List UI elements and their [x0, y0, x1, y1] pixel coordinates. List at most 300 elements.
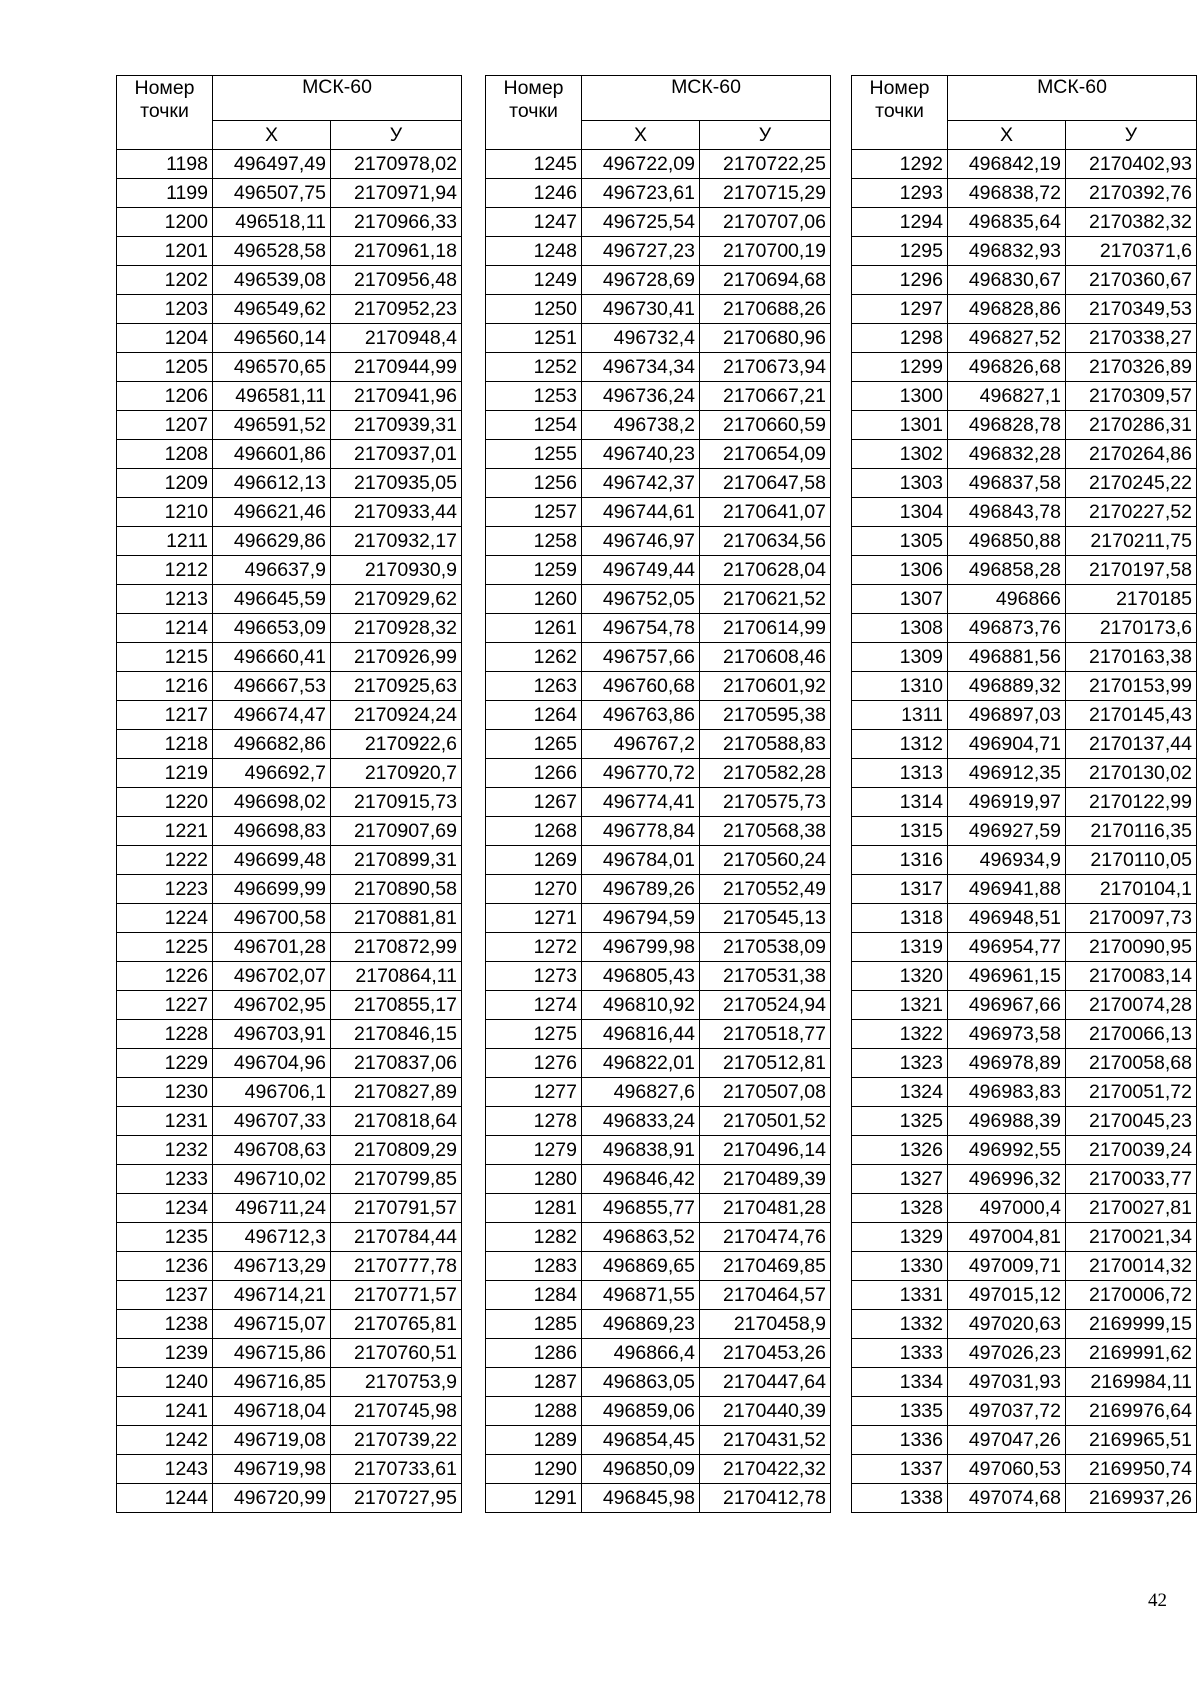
y-coordinate-cell: 2170349,53 [1066, 295, 1197, 324]
y-coordinate-cell: 2170006,72 [1066, 1281, 1197, 1310]
table-row [486, 237, 831, 266]
table-row [852, 1136, 1197, 1165]
y-coordinate-cell: 2169999,15 [1066, 1310, 1197, 1339]
page-number: 42 [1148, 1590, 1167, 1611]
y-coordinate-cell: 2170930,9 [331, 556, 462, 585]
point-number-cell: 1282 [486, 1223, 582, 1252]
x-coordinate-cell: 496855,77 [582, 1194, 700, 1223]
x-coordinate-cell: 496507,75 [213, 179, 331, 208]
x-coordinate-cell: 496682,86 [213, 730, 331, 759]
table-row [486, 1049, 831, 1078]
x-coordinate-cell: 496591,52 [213, 411, 331, 440]
point-number-cell: 1300 [852, 382, 948, 411]
point-number-cell: 1224 [117, 904, 213, 933]
table-row [852, 295, 1197, 324]
y-coordinate-cell: 2170952,23 [331, 295, 462, 324]
table-row [852, 614, 1197, 643]
point-number-cell: 1247 [486, 208, 582, 237]
y-coordinate-cell: 2170939,31 [331, 411, 462, 440]
y-coordinate-cell: 2170090,95 [1066, 933, 1197, 962]
x-coordinate-cell: 496715,07 [213, 1310, 331, 1339]
y-coordinate-cell: 2170971,94 [331, 179, 462, 208]
coordinate-system-header: МСК-60 [948, 76, 1197, 121]
x-coordinate-cell: 496832,28 [948, 440, 1066, 469]
y-coordinate-cell: 2170560,24 [700, 846, 831, 875]
x-coordinate-cell: 496570,65 [213, 353, 331, 382]
table-row [486, 1310, 831, 1339]
point-number-cell: 1270 [486, 875, 582, 904]
table-row [486, 817, 831, 846]
point-number-cell: 1237 [117, 1281, 213, 1310]
point-number-cell: 1297 [852, 295, 948, 324]
table-row [852, 1368, 1197, 1397]
table-row [486, 1455, 831, 1484]
table-row [486, 208, 831, 237]
point-number-cell: 1219 [117, 759, 213, 788]
point-number-cell: 1315 [852, 817, 948, 846]
table-row [117, 1252, 462, 1281]
table-row [852, 585, 1197, 614]
table-row [117, 1397, 462, 1426]
table-row [117, 179, 462, 208]
point-number-cell: 1299 [852, 353, 948, 382]
y-coordinate-cell: 2170211,75 [1066, 527, 1197, 556]
point-number-cell: 1235 [117, 1223, 213, 1252]
y-coordinate-cell: 2170173,6 [1066, 614, 1197, 643]
table-row [486, 1397, 831, 1426]
x-column-header: Х [213, 121, 331, 150]
table-row [117, 382, 462, 411]
table-row [486, 585, 831, 614]
y-coordinate-cell: 2170447,64 [700, 1368, 831, 1397]
point-number-cell: 1333 [852, 1339, 948, 1368]
point-number-cell: 1241 [117, 1397, 213, 1426]
x-coordinate-cell: 496712,3 [213, 1223, 331, 1252]
y-column-header: У [331, 121, 462, 150]
x-coordinate-cell: 496897,03 [948, 701, 1066, 730]
table-row [486, 1223, 831, 1252]
y-coordinate-cell: 2170601,92 [700, 672, 831, 701]
point-number-cell: 1243 [117, 1455, 213, 1484]
point-number-header: Номер точки [852, 76, 948, 150]
table-row [852, 701, 1197, 730]
table-row [117, 266, 462, 295]
x-coordinate-cell: 496866,4 [582, 1339, 700, 1368]
point-number-cell: 1275 [486, 1020, 582, 1049]
x-coordinate-cell: 497047,26 [948, 1426, 1066, 1455]
point-number-cell: 1257 [486, 498, 582, 527]
y-coordinate-cell: 2170846,15 [331, 1020, 462, 1049]
table-row [117, 875, 462, 904]
y-coordinate-cell: 2170956,48 [331, 266, 462, 295]
table-row [486, 933, 831, 962]
x-coordinate-cell: 496854,45 [582, 1426, 700, 1455]
point-number-cell: 1264 [486, 701, 582, 730]
y-coordinate-cell: 2170575,73 [700, 788, 831, 817]
x-coordinate-cell: 496934,9 [948, 846, 1066, 875]
x-coordinate-cell: 496794,59 [582, 904, 700, 933]
table-row [117, 324, 462, 353]
x-coordinate-cell: 496948,51 [948, 904, 1066, 933]
y-coordinate-cell: 2170784,44 [331, 1223, 462, 1252]
y-coordinate-cell: 2170227,52 [1066, 498, 1197, 527]
y-coordinate-cell: 2170621,52 [700, 585, 831, 614]
y-coordinate-cell: 2170538,09 [700, 933, 831, 962]
table-row [852, 266, 1197, 295]
point-number-cell: 1302 [852, 440, 948, 469]
y-coordinate-cell: 2170588,83 [700, 730, 831, 759]
table-row [117, 817, 462, 846]
y-coordinate-cell: 2170937,01 [331, 440, 462, 469]
table-row [117, 1455, 462, 1484]
point-number-cell: 1276 [486, 1049, 582, 1078]
y-column-header: У [700, 121, 831, 150]
point-number-cell: 1336 [852, 1426, 948, 1455]
point-number-cell: 1330 [852, 1252, 948, 1281]
x-coordinate-cell: 496539,08 [213, 266, 331, 295]
x-coordinate-cell: 497015,12 [948, 1281, 1066, 1310]
point-number-cell: 1203 [117, 295, 213, 324]
y-coordinate-cell: 2170360,67 [1066, 266, 1197, 295]
point-number-header: Номер точки [486, 76, 582, 150]
y-coordinate-cell: 2170045,23 [1066, 1107, 1197, 1136]
y-coordinate-cell: 2170791,57 [331, 1194, 462, 1223]
x-coordinate-cell: 496645,59 [213, 585, 331, 614]
table-row [117, 904, 462, 933]
x-coordinate-cell: 496738,2 [582, 411, 700, 440]
table-row [852, 1107, 1197, 1136]
coordinates-table-1 [116, 75, 462, 1513]
x-coordinate-cell: 496723,61 [582, 179, 700, 208]
table-row [852, 1194, 1197, 1223]
point-number-cell: 1307 [852, 585, 948, 614]
x-coordinate-cell: 496727,23 [582, 237, 700, 266]
table-row [486, 1339, 831, 1368]
coordinates-table-3 [851, 75, 1197, 1513]
point-number-cell: 1222 [117, 846, 213, 875]
y-coordinate-cell: 2170907,69 [331, 817, 462, 846]
point-number-cell: 1259 [486, 556, 582, 585]
x-coordinate-cell: 496941,88 [948, 875, 1066, 904]
y-coordinate-cell: 2170608,46 [700, 643, 831, 672]
y-coordinate-cell: 2170933,44 [331, 498, 462, 527]
table-row [117, 527, 462, 556]
table-row [852, 1426, 1197, 1455]
y-coordinate-cell: 2170440,39 [700, 1397, 831, 1426]
x-coordinate-cell: 496863,52 [582, 1223, 700, 1252]
table-row [117, 1107, 462, 1136]
table-row [486, 759, 831, 788]
point-number-cell: 1236 [117, 1252, 213, 1281]
point-number-cell: 1246 [486, 179, 582, 208]
y-coordinate-cell: 2170469,85 [700, 1252, 831, 1281]
table-row [486, 1165, 831, 1194]
table-row [486, 991, 831, 1020]
y-coordinate-cell: 2170145,43 [1066, 701, 1197, 730]
point-number-cell: 1316 [852, 846, 948, 875]
table-row [852, 208, 1197, 237]
table-row [117, 1426, 462, 1455]
y-coordinate-cell: 2170552,49 [700, 875, 831, 904]
table-row [852, 962, 1197, 991]
table-row [852, 150, 1197, 179]
point-number-cell: 1204 [117, 324, 213, 353]
y-coordinate-cell: 2170512,81 [700, 1049, 831, 1078]
point-number-cell: 1334 [852, 1368, 948, 1397]
point-number-cell: 1322 [852, 1020, 948, 1049]
y-coordinate-cell: 2170496,14 [700, 1136, 831, 1165]
table-row [486, 382, 831, 411]
table-row [486, 440, 831, 469]
coordinates-table-2 [485, 75, 831, 1513]
y-coordinate-cell: 2170051,72 [1066, 1078, 1197, 1107]
table-row [486, 1136, 831, 1165]
x-coordinate-cell: 496827,52 [948, 324, 1066, 353]
point-number-cell: 1221 [117, 817, 213, 846]
table-row [117, 1136, 462, 1165]
x-coordinate-cell: 496863,05 [582, 1368, 700, 1397]
table-row [117, 672, 462, 701]
table-row [117, 788, 462, 817]
x-column-header: Х [582, 121, 700, 150]
table-row [117, 1368, 462, 1397]
table-row [117, 411, 462, 440]
x-coordinate-cell: 497060,53 [948, 1455, 1066, 1484]
point-number-cell: 1269 [486, 846, 582, 875]
x-coordinate-cell: 496715,86 [213, 1339, 331, 1368]
table-row [486, 1252, 831, 1281]
x-coordinate-cell: 496919,97 [948, 788, 1066, 817]
x-coordinate-cell: 496674,47 [213, 701, 331, 730]
point-number-cell: 1248 [486, 237, 582, 266]
point-number-cell: 1296 [852, 266, 948, 295]
table-body [486, 150, 831, 1513]
x-coordinate-cell: 496846,42 [582, 1165, 700, 1194]
y-coordinate-cell: 2170197,58 [1066, 556, 1197, 585]
y-coordinate-cell: 2170116,35 [1066, 817, 1197, 846]
point-number-cell: 1214 [117, 614, 213, 643]
y-coordinate-cell: 2170245,22 [1066, 469, 1197, 498]
table-row [852, 1455, 1197, 1484]
table-row [117, 1310, 462, 1339]
y-coordinate-cell: 2170634,56 [700, 527, 831, 556]
point-number-cell: 1230 [117, 1078, 213, 1107]
table-row [486, 411, 831, 440]
point-number-cell: 1244 [117, 1484, 213, 1513]
y-coordinate-cell: 2170371,6 [1066, 237, 1197, 266]
table-row [486, 701, 831, 730]
x-coordinate-cell: 496832,93 [948, 237, 1066, 266]
point-number-cell: 1213 [117, 585, 213, 614]
x-coordinate-cell: 496992,55 [948, 1136, 1066, 1165]
y-coordinate-cell: 2170872,99 [331, 933, 462, 962]
x-coordinate-cell: 496730,41 [582, 295, 700, 324]
y-coordinate-cell: 2170978,02 [331, 150, 462, 179]
x-coordinate-cell: 496744,61 [582, 498, 700, 527]
point-number-cell: 1253 [486, 382, 582, 411]
y-coordinate-cell: 2170392,76 [1066, 179, 1197, 208]
y-coordinate-cell: 2170924,24 [331, 701, 462, 730]
y-coordinate-cell: 2170647,58 [700, 469, 831, 498]
table-row [852, 324, 1197, 353]
table-row [117, 759, 462, 788]
point-number-header: Номер точки [117, 76, 213, 150]
table-row [852, 1049, 1197, 1078]
table-row [486, 1020, 831, 1049]
y-coordinate-cell: 2169976,64 [1066, 1397, 1197, 1426]
table-row [117, 962, 462, 991]
x-coordinate-cell: 496710,02 [213, 1165, 331, 1194]
x-coordinate-cell: 496699,48 [213, 846, 331, 875]
x-coordinate-cell: 496954,77 [948, 933, 1066, 962]
table-row [486, 643, 831, 672]
x-coordinate-cell: 496770,72 [582, 759, 700, 788]
x-coordinate-cell: 496961,15 [948, 962, 1066, 991]
x-coordinate-cell: 496827,6 [582, 1078, 700, 1107]
x-coordinate-cell: 496704,96 [213, 1049, 331, 1078]
x-coordinate-cell: 496732,4 [582, 324, 700, 353]
point-number-cell: 1332 [852, 1310, 948, 1339]
x-coordinate-cell: 496581,11 [213, 382, 331, 411]
point-number-cell: 1220 [117, 788, 213, 817]
point-number-cell: 1262 [486, 643, 582, 672]
y-coordinate-cell: 2170944,99 [331, 353, 462, 382]
table-row [852, 788, 1197, 817]
table-row [486, 1484, 831, 1513]
y-coordinate-cell: 2170518,77 [700, 1020, 831, 1049]
point-number-cell: 1223 [117, 875, 213, 904]
table-row [117, 1281, 462, 1310]
point-number-cell: 1295 [852, 237, 948, 266]
x-coordinate-cell: 496850,09 [582, 1455, 700, 1484]
y-coordinate-cell: 2170890,58 [331, 875, 462, 904]
point-number-cell: 1293 [852, 179, 948, 208]
point-number-cell: 1337 [852, 1455, 948, 1484]
point-number-cell: 1199 [117, 179, 213, 208]
point-number-cell: 1314 [852, 788, 948, 817]
x-coordinate-cell: 496760,68 [582, 672, 700, 701]
table-row [486, 498, 831, 527]
table-row [852, 1078, 1197, 1107]
x-coordinate-cell: 496871,55 [582, 1281, 700, 1310]
table-row [852, 1252, 1197, 1281]
x-coordinate-cell: 496757,66 [582, 643, 700, 672]
y-coordinate-cell: 2170929,62 [331, 585, 462, 614]
table-row [117, 1020, 462, 1049]
y-coordinate-cell: 2170422,32 [700, 1455, 831, 1484]
x-coordinate-cell: 496996,32 [948, 1165, 1066, 1194]
x-coordinate-cell: 496742,37 [582, 469, 700, 498]
x-coordinate-cell: 496660,41 [213, 643, 331, 672]
table-row [852, 904, 1197, 933]
x-coordinate-cell: 497074,68 [948, 1484, 1066, 1513]
x-coordinate-cell: 496728,69 [582, 266, 700, 295]
y-coordinate-cell: 2170935,05 [331, 469, 462, 498]
point-number-cell: 1320 [852, 962, 948, 991]
y-coordinate-cell: 2170915,73 [331, 788, 462, 817]
point-number-cell: 1265 [486, 730, 582, 759]
table-row [852, 498, 1197, 527]
y-coordinate-cell: 2170641,07 [700, 498, 831, 527]
y-coordinate-cell: 2170932,17 [331, 527, 462, 556]
x-coordinate-cell: 496912,35 [948, 759, 1066, 788]
y-coordinate-cell: 2170137,44 [1066, 730, 1197, 759]
x-coordinate-cell: 496702,95 [213, 991, 331, 1020]
table-body [117, 150, 462, 1513]
point-number-cell: 1215 [117, 643, 213, 672]
point-number-cell: 1280 [486, 1165, 582, 1194]
x-coordinate-cell: 496983,83 [948, 1078, 1066, 1107]
point-number-cell: 1287 [486, 1368, 582, 1397]
y-coordinate-cell: 2170402,93 [1066, 150, 1197, 179]
table-row [486, 846, 831, 875]
table-row [117, 846, 462, 875]
point-number-cell: 1267 [486, 788, 582, 817]
table-row [852, 933, 1197, 962]
y-coordinate-cell: 2170185 [1066, 585, 1197, 614]
y-coordinate-cell: 2170531,38 [700, 962, 831, 991]
point-number-cell: 1242 [117, 1426, 213, 1455]
table-row [852, 1397, 1197, 1426]
table-row [852, 1484, 1197, 1513]
table-row [486, 1078, 831, 1107]
y-coordinate-cell: 2170827,89 [331, 1078, 462, 1107]
y-coordinate-cell: 2170033,77 [1066, 1165, 1197, 1194]
table-row [852, 1339, 1197, 1368]
x-coordinate-cell: 496719,98 [213, 1455, 331, 1484]
table-row [117, 1078, 462, 1107]
point-number-cell: 1324 [852, 1078, 948, 1107]
point-number-cell: 1277 [486, 1078, 582, 1107]
point-number-cell: 1238 [117, 1310, 213, 1339]
x-coordinate-cell: 496653,09 [213, 614, 331, 643]
x-coordinate-cell: 496835,64 [948, 208, 1066, 237]
point-number-cell: 1310 [852, 672, 948, 701]
x-coordinate-cell: 496706,1 [213, 1078, 331, 1107]
table-row [486, 179, 831, 208]
table-row [852, 382, 1197, 411]
point-number-cell: 1218 [117, 730, 213, 759]
table-row [852, 440, 1197, 469]
table-row [117, 991, 462, 1020]
y-coordinate-cell: 2170694,68 [700, 266, 831, 295]
point-number-cell: 1274 [486, 991, 582, 1020]
x-coordinate-cell: 496838,91 [582, 1136, 700, 1165]
y-coordinate-cell: 2170966,33 [331, 208, 462, 237]
point-number-cell: 1301 [852, 411, 948, 440]
x-coordinate-cell: 496869,65 [582, 1252, 700, 1281]
point-number-cell: 1239 [117, 1339, 213, 1368]
x-coordinate-cell: 496805,43 [582, 962, 700, 991]
point-number-cell: 1200 [117, 208, 213, 237]
table-row [117, 208, 462, 237]
point-number-cell: 1303 [852, 469, 948, 498]
y-coordinate-cell: 2170326,89 [1066, 353, 1197, 382]
y-coordinate-cell: 2170545,13 [700, 904, 831, 933]
x-coordinate-cell: 496866 [948, 585, 1066, 614]
y-coordinate-cell: 2170680,96 [700, 324, 831, 353]
point-number-cell: 1266 [486, 759, 582, 788]
point-number-cell: 1273 [486, 962, 582, 991]
point-number-cell: 1260 [486, 585, 582, 614]
x-coordinate-cell: 496967,66 [948, 991, 1066, 1020]
point-number-cell: 1206 [117, 382, 213, 411]
point-number-cell: 1331 [852, 1281, 948, 1310]
point-number-cell: 1288 [486, 1397, 582, 1426]
x-coordinate-cell: 496711,24 [213, 1194, 331, 1223]
table-row [852, 527, 1197, 556]
x-coordinate-cell: 497026,23 [948, 1339, 1066, 1368]
